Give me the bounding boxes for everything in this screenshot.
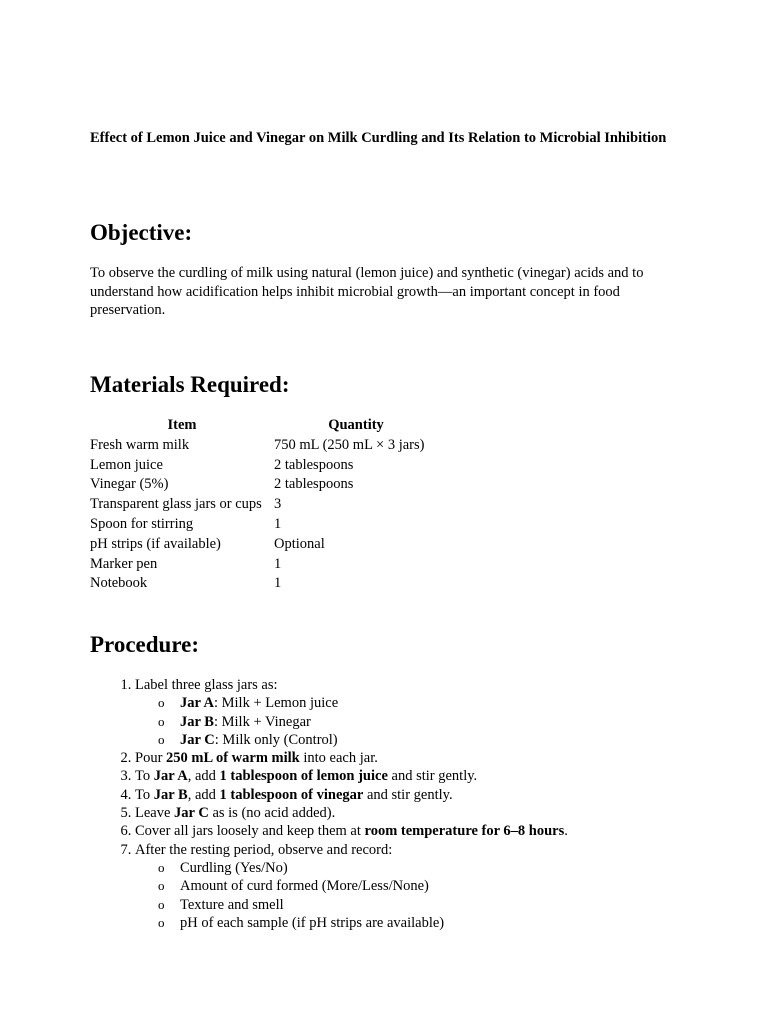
quantity-cell: 1 bbox=[274, 515, 282, 532]
table-row bbox=[90, 495, 438, 515]
list-item: 6. Cover all jars loosely and keep them at room temperature for 6–8 hours. bbox=[135, 822, 735, 840]
objective-text: To observe the curdling of milk using natural (lemon juice) and synthetic (vinegar) acids and to understand how acidification helps inhibit microbial growth—an important concept in food preservation. bbox=[90, 265, 644, 318]
sub-list-item: o Curdling (Yes/No) bbox=[180, 859, 735, 877]
quantity-cell: 1 bbox=[274, 575, 282, 592]
quantity-cell: 2 tablespoons bbox=[274, 476, 354, 493]
item-cell: Spoon for stirring bbox=[90, 515, 194, 532]
sub-list-item: o Jar A: Milk + Lemon juice bbox=[180, 694, 735, 712]
item-cell: Lemon juice bbox=[90, 456, 163, 473]
item-cell: pH strips (if available) bbox=[90, 535, 221, 552]
procedure-list bbox=[90, 676, 735, 932]
item-cell: Notebook bbox=[90, 575, 148, 592]
sub-list-item: o Texture and smell bbox=[180, 896, 735, 914]
item-cell: Marker pen bbox=[90, 555, 158, 572]
step-text: Label three glass jars as: bbox=[135, 677, 278, 693]
item-cell: Vinegar (5%) bbox=[90, 476, 169, 493]
list-item bbox=[135, 676, 735, 749]
materials-table bbox=[90, 416, 438, 594]
item-cell: Fresh warm milk bbox=[90, 436, 190, 453]
step-text: After the resting period, observe and record: bbox=[135, 841, 393, 858]
list-item bbox=[135, 841, 735, 932]
document-title: Effect of Lemon Juice and Vinegar on Milk Curdling and Its Relation to Microbial Inhibition bbox=[90, 130, 667, 146]
table-header-row bbox=[90, 416, 438, 436]
list-item: 3. To Jar A, add 1 tablespoon of lemon juice and stir gently. bbox=[135, 767, 735, 785]
list-item: 2. Pour 250 mL of warm milk into each jar. bbox=[135, 749, 735, 767]
sub-list bbox=[135, 694, 735, 749]
sub-list-item: o Jar B: Milk + Vinegar bbox=[180, 713, 735, 731]
column-header-item: Item bbox=[167, 417, 197, 433]
sub-list-item: o pH of each sample (if pH strips are available) bbox=[180, 914, 735, 932]
table-row bbox=[90, 436, 438, 456]
item-cell: Transparent glass jars or cups bbox=[90, 496, 262, 513]
quantity-cell: 2 tablespoons bbox=[274, 456, 354, 473]
quantity-cell: Optional bbox=[274, 535, 325, 552]
table-row bbox=[90, 515, 438, 535]
table-row bbox=[90, 535, 438, 555]
table-row bbox=[90, 574, 438, 594]
column-header-quantity: Quantity bbox=[328, 417, 384, 433]
materials-heading: Materials Required: bbox=[90, 372, 290, 397]
table-row bbox=[90, 475, 438, 495]
sub-list-item: o Amount of curd formed (More/Less/None) bbox=[180, 877, 735, 895]
table-row bbox=[90, 555, 438, 575]
list-item: 5. Leave Jar C as is (no acid added). bbox=[135, 804, 735, 822]
procedure-heading: Procedure: bbox=[90, 632, 200, 657]
objective-heading: Objective: bbox=[90, 220, 193, 245]
quantity-cell: 3 bbox=[274, 496, 282, 513]
quantity-cell: 750 mL (250 mL × 3 jars) bbox=[274, 436, 425, 453]
list-item: 4. To Jar B, add 1 tablespoon of vinegar and stir gently. bbox=[135, 786, 735, 804]
sub-list bbox=[135, 859, 735, 932]
table-row bbox=[90, 456, 438, 476]
quantity-cell: 1 bbox=[274, 555, 282, 572]
sub-list-item: o Jar C: Milk only (Control) bbox=[180, 731, 735, 749]
